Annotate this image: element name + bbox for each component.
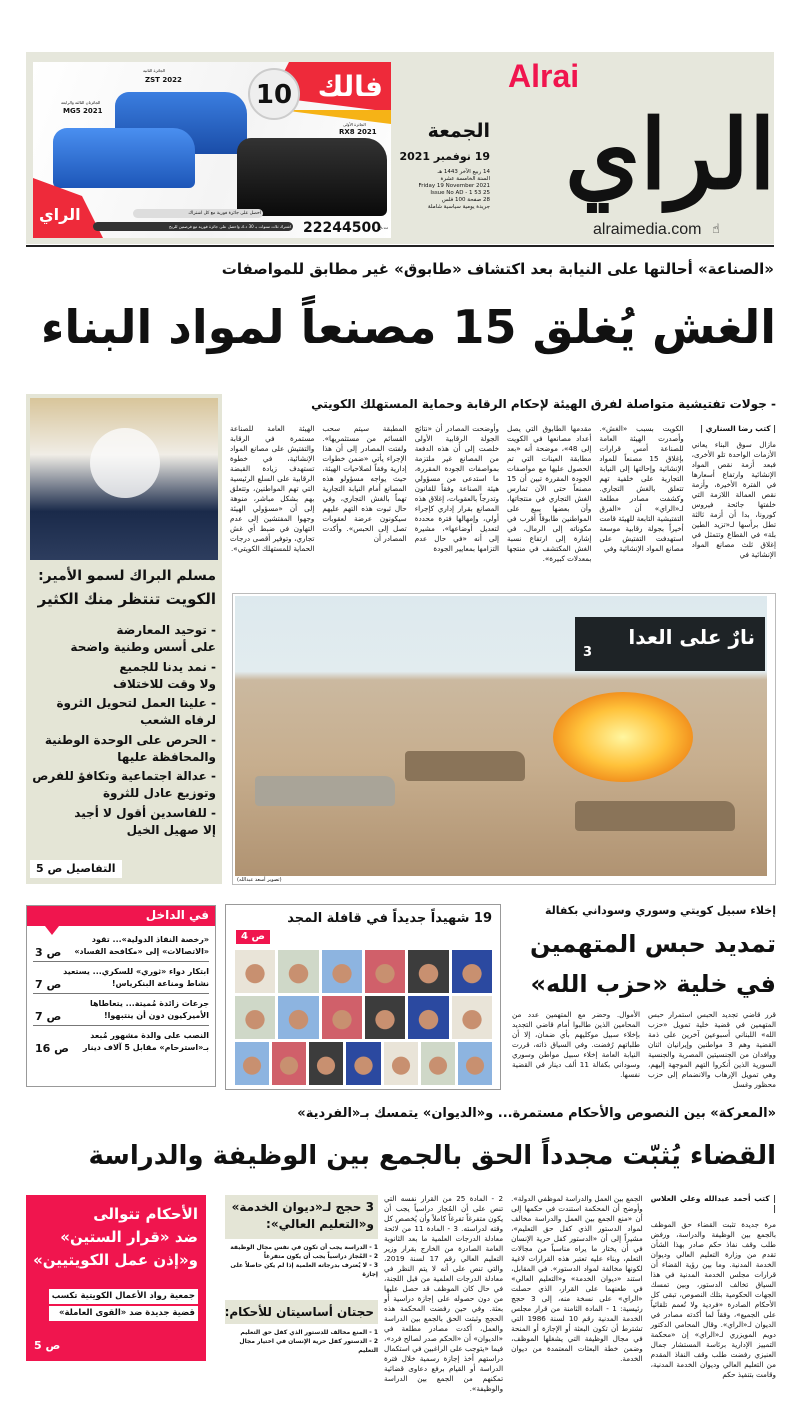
car-mg5-image — [53, 128, 195, 188]
ad-line2: اشترك ثلاث سنوات بـ 30 د.ك واحصل على جائزة فورية مع فرصتين للربح — [93, 222, 293, 231]
martyr-portrait — [457, 1041, 493, 1086]
logo-arabic: الراي — [565, 98, 776, 211]
judiciary-column: مرة جديدة تثبت القضاء حق الموظف بالجمع بين الوظيفة والدراسة، ورفض طلب وقف نفاذ حكم صادر بهذا الشأن تقدم من وزارة التعليم العالي وديوان الخدمة المدنية. وما بين رؤية القضاء أن قرارات مجلس الخدمة المدنية في هذا السياق تخالف الدستور، وبين تمسك الجهات الحكومية بتلك النصوص، تبقى كل الأحكام الصادرة «فردية ولا تُعمم تلقائياً على الجميع»، وفقاً لما أكدته مصادر في الديوان لـ«الراي». وقال المحامي الدكتور دويم المويزري لـ«الراي» إن «محكمة التمييز الإدارية برئاسة المستشار جمال العنيزي رفضت طلب وقف النفاذ المقدم من التعليم العالي وديوان الخدمة المدنية، وقامت بتنفيذ حكم — [650, 1220, 776, 1379]
martyr-portrait — [383, 1041, 419, 1086]
ad-phone-label: ت.ق — [378, 225, 389, 231]
photo-credit: (تصوير أسعد عبدالله) — [237, 877, 282, 883]
judiciary-headline[interactable]: القضاء يُثبّت مجدداً الحق بالجمع بين الوظيفة والدراسة — [88, 1141, 776, 1171]
inside-item[interactable]: جرعات زائدة مُميتة... يتعاطاها الأميركيون دون أن ينتبهوا! ص 7 — [33, 994, 209, 1026]
hezbollah-headline[interactable]: تمديد حبس المتهمين في خلية «حزب الله» — [529, 930, 776, 998]
masthead-rule — [26, 245, 774, 247]
lead-byline: | كتب رضا السناري | — [700, 424, 776, 433]
args-box-1-list: 1 - الدراسة يجب أن تكون في نفس مجال الوظيفة 2 - المُجاز دراسياً يجب أن يكون متفرغاً 3 - لا يُعترف بدرجاته العلمية إذا لم يكن حاصلاً على إجازة — [230, 1244, 378, 1278]
ad-line1: احصل على جائزة فورية مع كل اشتراك — [133, 209, 263, 218]
bullet: - علينا العمل لتحويل الثروة لرفاه الشعب — [56, 696, 216, 727]
red-box-sub: جمعية رواد الأعمال الكويتية تكسب قضية جديدة ضد «القوى العاملة» — [49, 1289, 198, 1321]
martyr-portrait — [234, 1041, 270, 1086]
lead-column: الهيئة العامة للصناعة مستمرة في الرقابة والتفتيش على مصانع المواد الإنشائية، في خطوة تستهدف زيادة القبضة الرقابية على السلع الرئيسية التي تهم المواطنين، وتتعلق بهم بشكل مباشر، منوهة إلى أن «مسؤولي الهيئة وجهوا المفتشين إلى عدم التهاون في ضبط أي غش تجاري، وتوفير أقصى درجات الحماية للمستهلك الكويتي». — [230, 424, 315, 553]
ad-brand: فالك — [317, 70, 383, 103]
martyr-portrait — [321, 995, 363, 1040]
website-link[interactable]: alraimedia.com — [593, 221, 702, 238]
day-name: الجمعة — [427, 120, 490, 142]
martyr-portrait — [364, 995, 406, 1040]
year-line: السنة الخامسة عشرة — [440, 176, 490, 182]
bullet: - توحيد المعارضة على أسس وطنية واضحة — [70, 623, 216, 654]
car-rx8-image — [237, 138, 387, 216]
hezbollah-column: الأموال. وحضر مع المتهمين عدد من المحامين الذين طالبوا أمام قاضي التجديد بإخلاء سبيل موكليهم بأي ضمان، إلا أن طلباتهم رُفضت. وفي السياق ذاته، قررت النيابة العامة إخلاء سبيل مواطن وسوري وسوداني بكفالة 11 ألف دينار في القضية نفسها. — [512, 1010, 640, 1079]
bullet: - للفاسدين أقول لا أجيد إلا صهيل الخيل — [74, 805, 216, 837]
ad-number-badge: 10 — [248, 68, 300, 120]
date: 19 نوفمبر 2021 — [399, 150, 490, 163]
args-box-1-title: 3 حجج لـ«ديوان الخدمة» و«التعليم العالي»: — [225, 1195, 378, 1239]
lead-column: المطبقة سيتم سحب القسائم من مستثمريها». ولفتت المصادر إلى أن هذا الإجراء يأتي «ضمن خطوات إدارية وفقاً لصلاحيات الهيئة، حيث يواجه مسؤولو هذه المصانع أمام النيابة التجارية تهماً بالغش التجاري، وفي حال ثبوت هذه التهم عليهم سيكونون عرضة لعقوبات تصل إلى الحبس». وأكدت المصادر أن — [322, 424, 407, 543]
martyr-portrait — [308, 1041, 344, 1086]
judiciary-column: 2 - المادة 25 من القرار نفسه التي تنص على أن المُجاز دراسياً يجب أن يكون متفرغاً تفرغاً كاملاً وأن يُخصص كل وقته لدراسته. 3 - المادة 11 من لائحة معادلة الدرجات العلمية ما بعد الثانوية العامة الصادرة من الخارج بقرار وزير التعليم العالي رقم 17 لسنة 2019، والتي تنص على أنه لا يتم النظر في معادلة الدرجات العلمية من قبل اللجنة، في حال كان الموظف قد حصل عليها من دون حصوله على إجازة دراسية أو بعثة. وفي حين رفضت المحكمة هذه الحجج وثبتت الحق بالجمع بين الدراسة والعمل، أكدت مصادر مطلعة في «الديوان» أن «الحكم صدر لصالح فرد»، فيما «يتوجب على الراغبين في استكمال دراستهم أخذ إجازة رسمية خلال فترة الدراسة أو القيام برفع دعاوى قضائية تمكنهم من الجمع بين الدراسة والوظيفة». — [384, 1194, 504, 1393]
issue-number: Issue No AD - 1 53 25 — [430, 190, 490, 196]
explosion — [553, 692, 693, 782]
tagline: جريدة يومية سياسية شاملة — [427, 204, 490, 210]
martyr-portrait — [407, 949, 449, 994]
pages-price: 28 صفحة 100 فلس — [441, 197, 490, 203]
hezbollah-body — [512, 1010, 776, 1089]
judiciary-column: الجمع بين العمل والدراسة لموظفي الدولة». وأوضح أن المحكمة استندت في حكمها إلى أن «منع الجمع بين العمل والدراسة مخالف لمواد الدستور الذي كفل حق التعليم»، مشيراً إلى أن «الدستور كفل حرية الإنسان في أن يختار ما يراه مناسباً من مجالات التعلم، وبناء عليه تعتبر هذه القرارات لاغية لكونها مخالفة لمواد الدستور». في المقابل، استند «ديوان الخدمة» و«التعليم العالي» في طعنهما على القرار، الذي حصلت «الراي» على نسخة منه، إلى 3 حجج رئيسية: 1 - المادة الثامنة من قرار مجلس الخدمة المدنية رقم 10 لسنة 1986 التي تشترط أن تكون البعثة أو الإجازة أو المنحة في مجال الوظيفة التي يشغلها الموظف، وضمن خطة البعثات المعتمدة من ديوان الخدمة. — [511, 1194, 643, 1363]
args-box-2-list: 1 - المنع مخالف للدستور الذي كفل حق التعليم 2 - الدستور كفل حرية الإنسان في اختيار مجال التعليم — [239, 1329, 378, 1354]
hezbollah-column: قرر قاضي تجديد الحبس استمرار حبس المتهمين في قضية خلية تمويل «حزب الله» اللبناني أسبوعين آخرين على ذمة القضية وهم 3 مواطنين وإيرانيان اثنان ووافدان من الجنسيتين المصرية والجنسية السورية الذين أنكروا التهم الموجهة إليهم، وهي تمويل الإرهاب والانضمام إلى حزب محظور وغسل — [648, 1010, 776, 1089]
photo-page: 3 — [583, 645, 593, 660]
ad-yellow-stripe — [281, 110, 391, 124]
martyr-portrait — [345, 1041, 381, 1086]
prize2-label: الجائزة الثانية — [143, 68, 166, 73]
martyrs-title: 19 شهيداً جديداً في قافلة المجد — [287, 911, 492, 926]
details-link[interactable]: التفاصيل ص 5 — [30, 860, 122, 878]
prize1-label: الجائزة الأولى — [343, 122, 366, 127]
martyr-portrait — [321, 949, 363, 994]
lead-column: مازال سوق البناء يعاني الأزمات الواحدة تلو الأخرى، فبعد أزمة نقص المواد الإنشائية وارتفاع أسعارها في الفترة الأخيرة، وأزمة نقص العمالة اللازمة التي خلفتها جائحة فيروس كورونا، بدا أن أزمة ثالثة تطل برأسها لـ«تزيد الطين بلة» في القطاع وتتمثل في إغلاق ثلث مصانع المواد الإنشائية في — [691, 440, 776, 559]
judiciary-kicker: «المعركة» بين النصوص والأحكام مستمرة... و«الديوان» يتمسك بـ«الفردية» — [297, 1106, 776, 1121]
martyrs-page: ص 4 — [236, 930, 270, 944]
prize3-label: الجائزتان الثالثة والرابعة — [61, 100, 101, 105]
prize2: ZST 2022 — [145, 76, 182, 84]
lead-column: الكويت بسبب «الغش». وأصدرت الهيئة العامة للصناعة أمس قرارات بإغلاق 15 مصنعاً للمواد الإنشائية وإحالتها إلى النيابة التجارية على خلفية تهم تتعلق بالغش التجاري. وكشفت مصادر مطلعة لـ«الراي» أن «الفرق التفتيشية التابعة للهيئة قامت أخيراً بجولة رقابية موسعة استهدفت التفتيش على مصانع المواد الإنشائية وفي — [599, 424, 684, 553]
lead-subhead: - جولات تفتيشية متواصلة لفرق الهيئة لإحكام الرقابة وحماية المستهلك الكويتي — [311, 397, 776, 411]
bullet: - الحرص على الوحدة الوطنية والمحافظة عليها — [44, 732, 216, 764]
press-conference-photo — [30, 398, 218, 560]
lead-body — [230, 424, 776, 582]
martyr-portrait — [364, 949, 406, 994]
hand-pointer-icon: ☝ — [712, 222, 720, 237]
martyr-portrait — [420, 1041, 456, 1086]
emir-title-2: الكويت تنتظر منك الكثير — [37, 590, 216, 608]
bullet: - نمد يدنا للجميع ولا وقت للاختلاف — [113, 659, 216, 691]
ad-logo: الراي — [39, 205, 81, 224]
inside-item[interactable]: النصب على والدة مشهور مُبعد بـ«استرحام» مقابل 5 آلاف دينار ص 16 — [35, 1031, 209, 1055]
martyr-portrait — [277, 995, 319, 1040]
inside-box — [26, 905, 216, 1087]
prize1: RX8 2021 — [339, 128, 377, 136]
martyr-portrait — [234, 949, 276, 994]
ad-phone: 22244500 — [303, 220, 381, 236]
martyr-portrait — [407, 995, 449, 1040]
martyr-portrait — [234, 995, 276, 1040]
tanks-photo — [235, 596, 767, 876]
emir-title-1: مسلم البراك لسمو الأمير: — [38, 568, 216, 584]
hijri-date: 14 ربيع الآخر 1443 هـ — [437, 169, 490, 175]
lead-kicker: «الصناعة» أحالتها على النيابة بعد اكتشاف «طابوق» غير مطابق للمواصفات — [221, 260, 774, 278]
prize3: MG5 2021 — [63, 107, 103, 115]
subscription-ad[interactable] — [33, 62, 391, 238]
date-english: Friday 19 November 2021 — [418, 183, 490, 189]
inside-item[interactable]: ابتكار دواء «ثوري» للسكري... يستعيد نشاط ومناعة البنكرياس! ص 7 — [33, 962, 209, 994]
judiciary-body — [384, 1194, 776, 1393]
logo-latin: Alrai — [508, 58, 580, 94]
lead-headline[interactable]: الغش يُغلق 15 مصنعاً لمواد البناء — [40, 300, 776, 354]
martyrs-box[interactable] — [225, 904, 501, 1090]
martyr-portrait — [277, 949, 319, 994]
martyr-portrait — [451, 949, 493, 994]
martyr-portrait — [451, 995, 493, 1040]
bullet: - عدالة اجتماعية وتكافؤ للفرص وتوزيع عادل للثروة — [32, 769, 216, 800]
photo-title-box — [575, 617, 765, 671]
judiciary-byline: | كتب أحمد عبدالله وعلي العلاس | — [650, 1194, 776, 1213]
hezbollah-kicker: إخلاء سبيل كويتي وسوري وسوداني بكفالة — [544, 904, 776, 917]
inside-item[interactable]: «رخصة النفاذ الدولية»... تقود «الاتصالات» إلى «مكافحة الفساد» ص 3 — [33, 930, 209, 962]
emir-bullets — [30, 622, 216, 841]
tanks-photo-frame — [232, 593, 776, 885]
args-box-2-title: حجتان أساسيتان للأحكام: — [225, 1300, 378, 1324]
red-box-title: الأحكام تتوالى ضد «قرار الستين» و«إذن عمل الكويتيين» — [33, 1205, 198, 1269]
red-box[interactable] — [26, 1195, 206, 1361]
inside-header: في الداخل — [27, 906, 215, 926]
emir-box — [26, 394, 222, 884]
red-box-page: ص 5 — [34, 1339, 61, 1352]
photo-title: نارٌ على العدا — [628, 625, 755, 649]
lead-column: مقدمها الطابوق التي يصل أعداد مصانعها في الكويت إلى 48»، موضحة أنه «بعد مطابقة العينات التي تم الحصول عليها مع مواصفات الجودة المقررة تبين أن 15 مصنعاً حتى الآن تمارس الغش التجاري في منتجاتها، وأن بعضها يبيع على المواطنين طابوقاً أقرب في مكوناته إلى الرمال، في إشارة إلى ارتفاع نسبة الغش المكتشف في منتجها بمعدلات كبيرة». — [507, 424, 592, 563]
lead-column: وأوضحت المصادر أن «نتائج الجولة الرقابية الأولى خلصت إلى أن هذه الدفعة من المصانع غير ملتزمة بمواصفات الجودة المقررة، ما استدعى من مسؤولي هيئة الصناعة وفقاً للقانون وتدرجاً بالعقوبات، إغلاق هذه المصانع بقرار إداري كإجراء أولي، وإمهالها فترة محددة لتعديل أوضاعها»، مشيرة إلى أنه «في حال عدم التزامها بمعايير الجودة — [414, 424, 500, 553]
martyr-portrait — [271, 1041, 307, 1086]
